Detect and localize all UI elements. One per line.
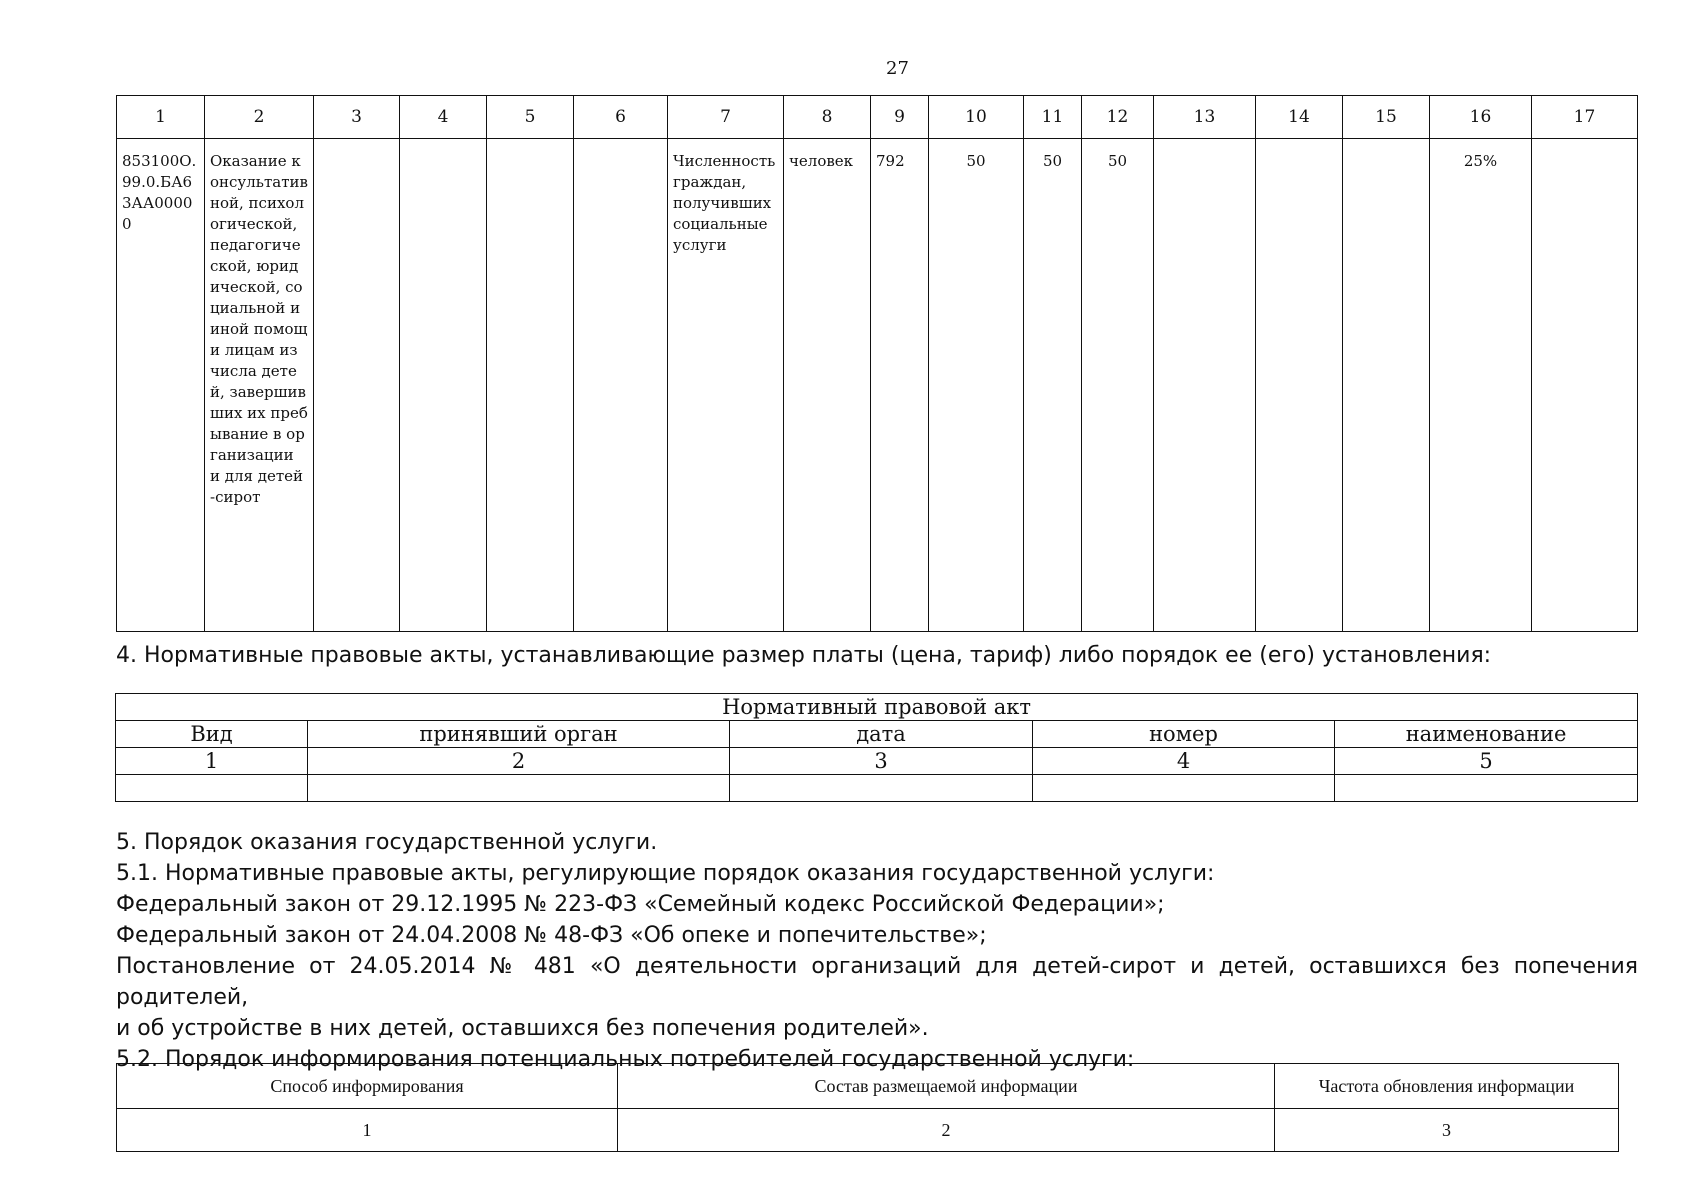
column-number: 14	[1256, 96, 1343, 139]
table-row	[117, 139, 1638, 632]
column-number: 5	[1335, 748, 1638, 775]
section-5	[116, 827, 1638, 1075]
empty-cell	[314, 139, 400, 632]
column-number: 2	[205, 96, 314, 139]
empty-cell	[400, 139, 487, 632]
empty-cell	[1343, 139, 1430, 632]
column-number: 15	[1343, 96, 1430, 139]
empty-cell	[116, 775, 308, 802]
column-header: Состав размещаемой информации	[618, 1064, 1275, 1109]
group-header: Нормативный правовой акт	[116, 694, 1638, 721]
page-number: 27	[886, 58, 909, 79]
empty-cell	[1154, 139, 1256, 632]
value-year-2: 50	[1024, 139, 1082, 632]
indicator-name: Численность граждан, получивших социальные услуги	[668, 139, 784, 632]
column-number: 9	[871, 96, 929, 139]
column-number: 17	[1532, 96, 1638, 139]
column-number: 8	[784, 96, 871, 139]
column-number: 2	[308, 748, 730, 775]
column-header: наименование	[1335, 721, 1638, 748]
column-number: 3	[730, 748, 1033, 775]
column-number: 7	[668, 96, 784, 139]
resolution-481-line-1: Постановление от 24.05.2014 № 481 «О деятельности организаций для детей-сирот и детей, оставшихся без попечения родителей,	[116, 954, 1638, 1010]
column-number: 16	[1430, 96, 1532, 139]
column-number: 11	[1024, 96, 1082, 139]
column-number: 1	[116, 748, 308, 775]
allowed-deviation: 25%	[1430, 139, 1532, 632]
column-number: 1	[117, 96, 205, 139]
service-name: Оказание консультативной, психологической, педагогической, юридической, социальной и иной помощи лицам из числа детей, завершивших их пребывание в организации и для детей-сирот	[205, 139, 314, 632]
law-family-code: Федеральный закон от 29.12.1995 № 223-ФЗ «Семейный кодекс Российской Федерации»;	[116, 892, 1165, 917]
column-header: принявший орган	[308, 721, 730, 748]
empty-cell	[1256, 139, 1343, 632]
column-header: Частота обновления информации	[1275, 1064, 1619, 1109]
okei-code: 792	[871, 139, 929, 632]
column-header: дата	[730, 721, 1033, 748]
column-header: Вид	[116, 721, 308, 748]
registry-code: 853100О.99.0.БА63АА00000	[117, 139, 205, 632]
empty-cell	[1335, 775, 1638, 802]
empty-cell	[308, 775, 730, 802]
table-header-row	[116, 721, 1638, 748]
table-header-row	[116, 694, 1638, 721]
empty-cell	[1532, 139, 1638, 632]
table-header-row	[117, 1064, 1619, 1109]
resolution-481-line-2: и об устройстве в них детей, оставшихся без попечения родителей».	[116, 1016, 929, 1041]
table-row	[116, 775, 1638, 802]
empty-cell	[574, 139, 668, 632]
column-number: 13	[1154, 96, 1256, 139]
informing-table	[116, 1063, 1619, 1152]
table-row	[116, 748, 1638, 775]
column-number: 10	[929, 96, 1024, 139]
normative-acts-table	[115, 693, 1638, 802]
table-row	[117, 1109, 1619, 1152]
column-number: 4	[400, 96, 487, 139]
law-guardianship: Федеральный закон от 24.04.2008 № 48-ФЗ «Об опеке и попечительстве»;	[116, 923, 987, 948]
section-4-title: 4. Нормативные правовые акты, устанавливающие размер платы (цена, тариф) либо порядок ее (его) установления:	[116, 643, 1492, 668]
column-number: 4	[1033, 748, 1335, 775]
column-header: номер	[1033, 721, 1335, 748]
column-number: 2	[618, 1109, 1275, 1152]
column-header: Способ информирования	[117, 1064, 618, 1109]
empty-cell	[487, 139, 574, 632]
section-5-2-title: 5.2. Порядок информирования потенциальных потребителей государственной услуги:	[116, 1047, 1135, 1072]
column-number: 1	[117, 1109, 618, 1152]
column-number: 5	[487, 96, 574, 139]
table-header-row	[117, 96, 1638, 139]
value-year-3: 50	[1082, 139, 1154, 632]
column-number: 12	[1082, 96, 1154, 139]
section-5-1-title: 5.1. Нормативные правовые акты, регулирующие порядок оказания государственной услуги:	[116, 861, 1215, 886]
unit-name: человек	[784, 139, 871, 632]
column-number: 6	[574, 96, 668, 139]
value-year-1: 50	[929, 139, 1024, 632]
section-5-title: 5. Порядок оказания государственной услуги.	[116, 830, 658, 855]
empty-cell	[1033, 775, 1335, 802]
column-number: 3	[1275, 1109, 1619, 1152]
service-indicators-table	[116, 95, 1638, 632]
column-number: 3	[314, 96, 400, 139]
empty-cell	[730, 775, 1033, 802]
